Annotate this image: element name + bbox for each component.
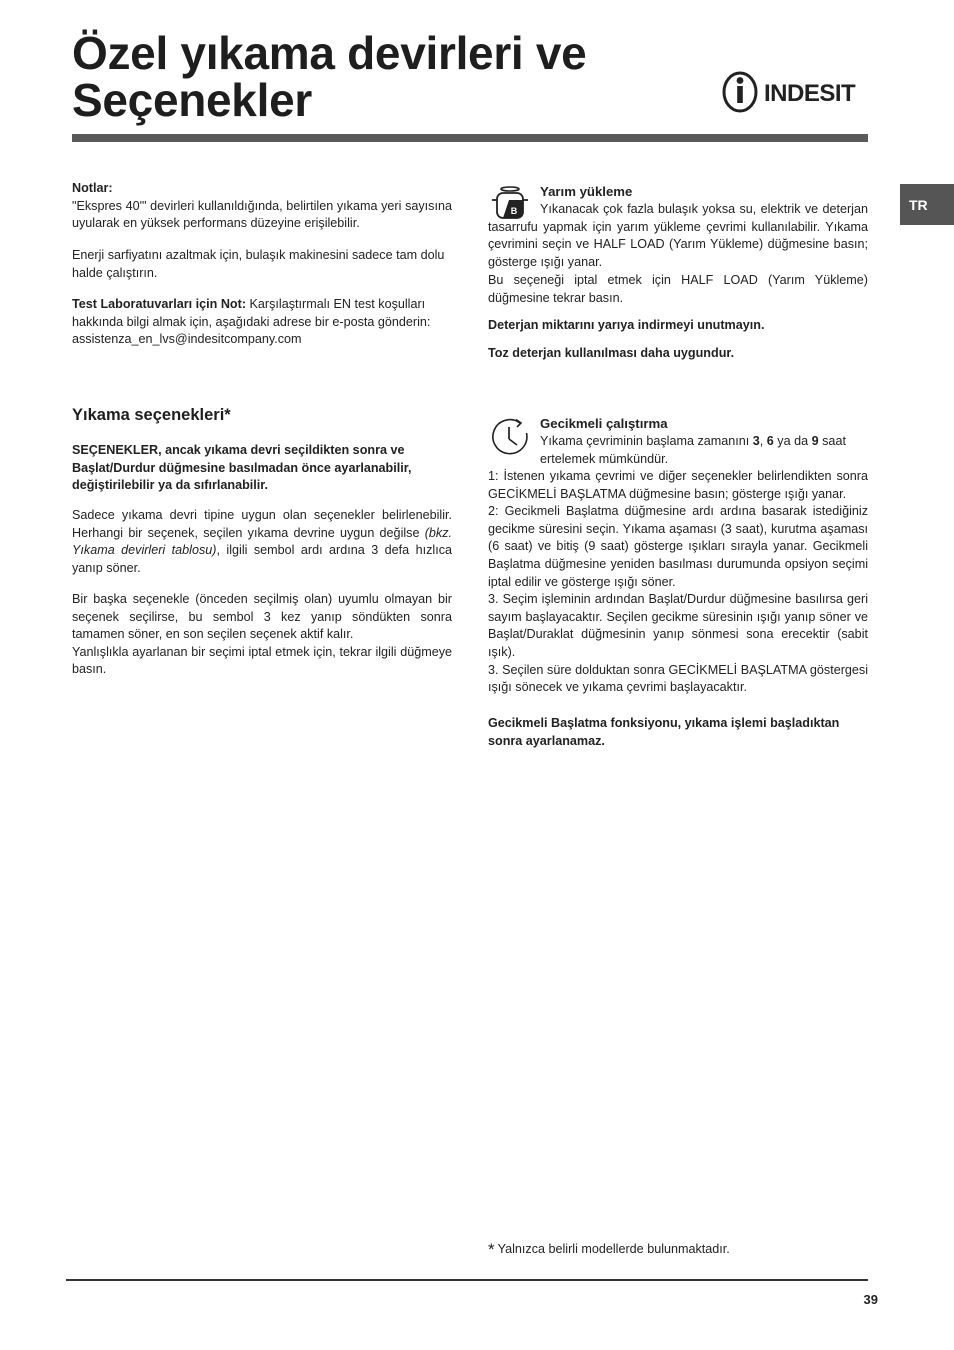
page-title-line-1: Özel yıkama devirleri ve — [72, 27, 587, 79]
delay-intro — [540, 433, 870, 468]
delay-intro-b: saat ertelemek mümkündür. — [540, 434, 846, 466]
options-table-reference: (bkz. Yıkama devirleri tablosu) — [72, 525, 452, 558]
page-number: 39 — [863, 1292, 878, 1307]
delay-hours-6: 6 — [766, 434, 774, 448]
half-load-note-1: Deterjan miktarını yarıya indirmeyi unutmayın. — [488, 318, 765, 332]
options-intro: SEÇENEKLER, ancak yıkama devri seçildikten sonra ve Başlat/Durdur düğmesine basılmadan önce ayarlanabilir, değiştirilebilir ya da sıfırlanabilir. — [72, 443, 412, 493]
delay-hours-9: 9 — [811, 434, 819, 448]
options-paragraph-2-block — [72, 591, 452, 679]
half-load-heading: Yarım yükleme — [540, 184, 633, 199]
language-tab-label: TR — [909, 196, 928, 213]
notes-paragraph-3 — [72, 296, 452, 349]
page-title — [72, 27, 672, 126]
delay-hours-3: 3 — [752, 434, 760, 448]
notes-lab-label: Test Laboratuvarları için Not: — [72, 297, 247, 311]
delay-bold-note: Gecikmeli Başlatma fonksiyonu, yıkama işlemi başladıktan sonra ayarlanamaz. — [488, 716, 840, 748]
language-tab — [900, 184, 954, 225]
options-paragraph-1-a: Sadece yıkama devri tipine uygun olan seçenekler belirlenebilir. Herhangi bir seçenek, seçilen yıkama devrine uygun değilse — [72, 508, 452, 540]
delay-step-1: 1: İstenen yıkama çevrimi ve diğer seçenekler belirlendikten sonra GECİKMELİ BAŞLATMA düğmesine basın; gösterge ışığı yanar. — [488, 469, 868, 501]
delay-intro-sep-2: ya da — [773, 434, 812, 448]
options-paragraph-1 — [72, 507, 452, 577]
delay-intro-sep-1: , — [759, 434, 767, 448]
delay-heading: Gecikmeli çalıştırma — [540, 416, 668, 431]
notes-paragraph-2-block — [72, 247, 452, 282]
notes-paragraph-1: "Ekspres 40'" devirleri kullanıldığında, belirtilen yıkama yeri sayısına uyularak en yüksek performans düzeyine erişilebilir. — [72, 198, 452, 231]
brand-text: INDESIT — [764, 80, 856, 107]
half-load-paragraph-1: Yıkanacak çok fazla bulaşık yoksa su, elektrik ve deterjan tasarrufu yapmak için yarım yükleme çevrimi kullanılabilir. Yıkama çevrimini seçin ve HALF LOAD (Yarım Yükleme) düğmesine basın; gösterge ışığı yanar. — [488, 202, 868, 269]
footnote — [488, 1240, 730, 1260]
delay-step-4: 3. Seçilen süre dolduktan sonra GECİKMELİ BAŞLATMA göstergesi ışığı sönecek ve yıkama çevrimi başlayacaktır. — [488, 662, 868, 695]
options-heading: Yıkama seçenekleri* — [72, 406, 231, 424]
delay-steps — [488, 468, 868, 697]
page-title-line-2: Seçenekler — [72, 74, 312, 126]
notes-paragraph-3-block — [72, 296, 452, 349]
options-paragraph-2: Bir başka seçenekle (önceden seçilmiş olan) uyumlu olmayan bir seçenek seçilirse, bu sembol 3 kez yanıp söndükten sonra tamamen söner, en son seçilen seçenek aktif kalır. — [72, 592, 452, 642]
title-divider — [72, 134, 868, 142]
notes-section — [72, 180, 452, 233]
notes-heading: Notlar: — [72, 181, 113, 195]
notes-paragraph-2: Enerji sarfiyatını azaltmak için, bulaşık makinesini sadece tam dolu halde çalıştırın. — [72, 248, 445, 280]
options-paragraph-1-b: , ilgili sembol ardı ardına 3 defa hızlıca yanıp söner. — [72, 543, 453, 575]
half-load-note-2: Toz deterjan kullanılması daha uygundur. — [488, 346, 735, 360]
delay-intro-a: Yıkama çevriminin başlama zamanını — [540, 434, 753, 448]
svg-text:B: B — [510, 206, 518, 216]
notes-lab-text: Karşılaştırmalı EN test koşulları hakkında bilgi almak için, aşağıdaki adrese bir e-posta gönderin: assistenza_en_lvs@indesitcompany.com — [72, 297, 431, 347]
options-paragraph-3: Yanlışlıkla ayarlanan bir seçimi iptal etmek için, tekrar ilgili düğmeye basın. — [72, 644, 452, 677]
delay-step-2: 2: Gecikmeli Başlatma düğmesine ardı ardına basarak istediğiniz gecikme süresini seçin. Yıkama aşaması (3 saat), kurutma aşaması (6 saat) ve bitiş (9 saat) gösterge ışıkları sırayla yanar. Gecikmeli Başlatma düğmesine yeniden basılması durumunda opsiyon seçimi iptal edilir ve gösterge ışığı söner. — [488, 504, 868, 589]
indesit-logo — [718, 68, 870, 116]
delay-step-3: 3. Seçim işleminin ardından Başlat/Durdur düğmesine basılırsa geri sayım başlayacaktır. Seçilen gecikme süresinin ışığı yanıp söner ve Başlat/Duraklat düğmesinin yanıp sönmesi sona erecektir (sabit ışık). — [488, 592, 868, 659]
half-load-paragraph-2: Bu seçeneği iptal etmek için HALF LOAD (Yarım Yükleme) düğmesine tekrar basın. — [488, 273, 868, 305]
footer-divider — [66, 1279, 868, 1281]
footnote-text: Yalnızca belirli modellerde bulunmaktadır. — [497, 1242, 730, 1256]
clock-icon — [490, 417, 530, 457]
footnote-asterisk: * — [488, 1240, 495, 1259]
